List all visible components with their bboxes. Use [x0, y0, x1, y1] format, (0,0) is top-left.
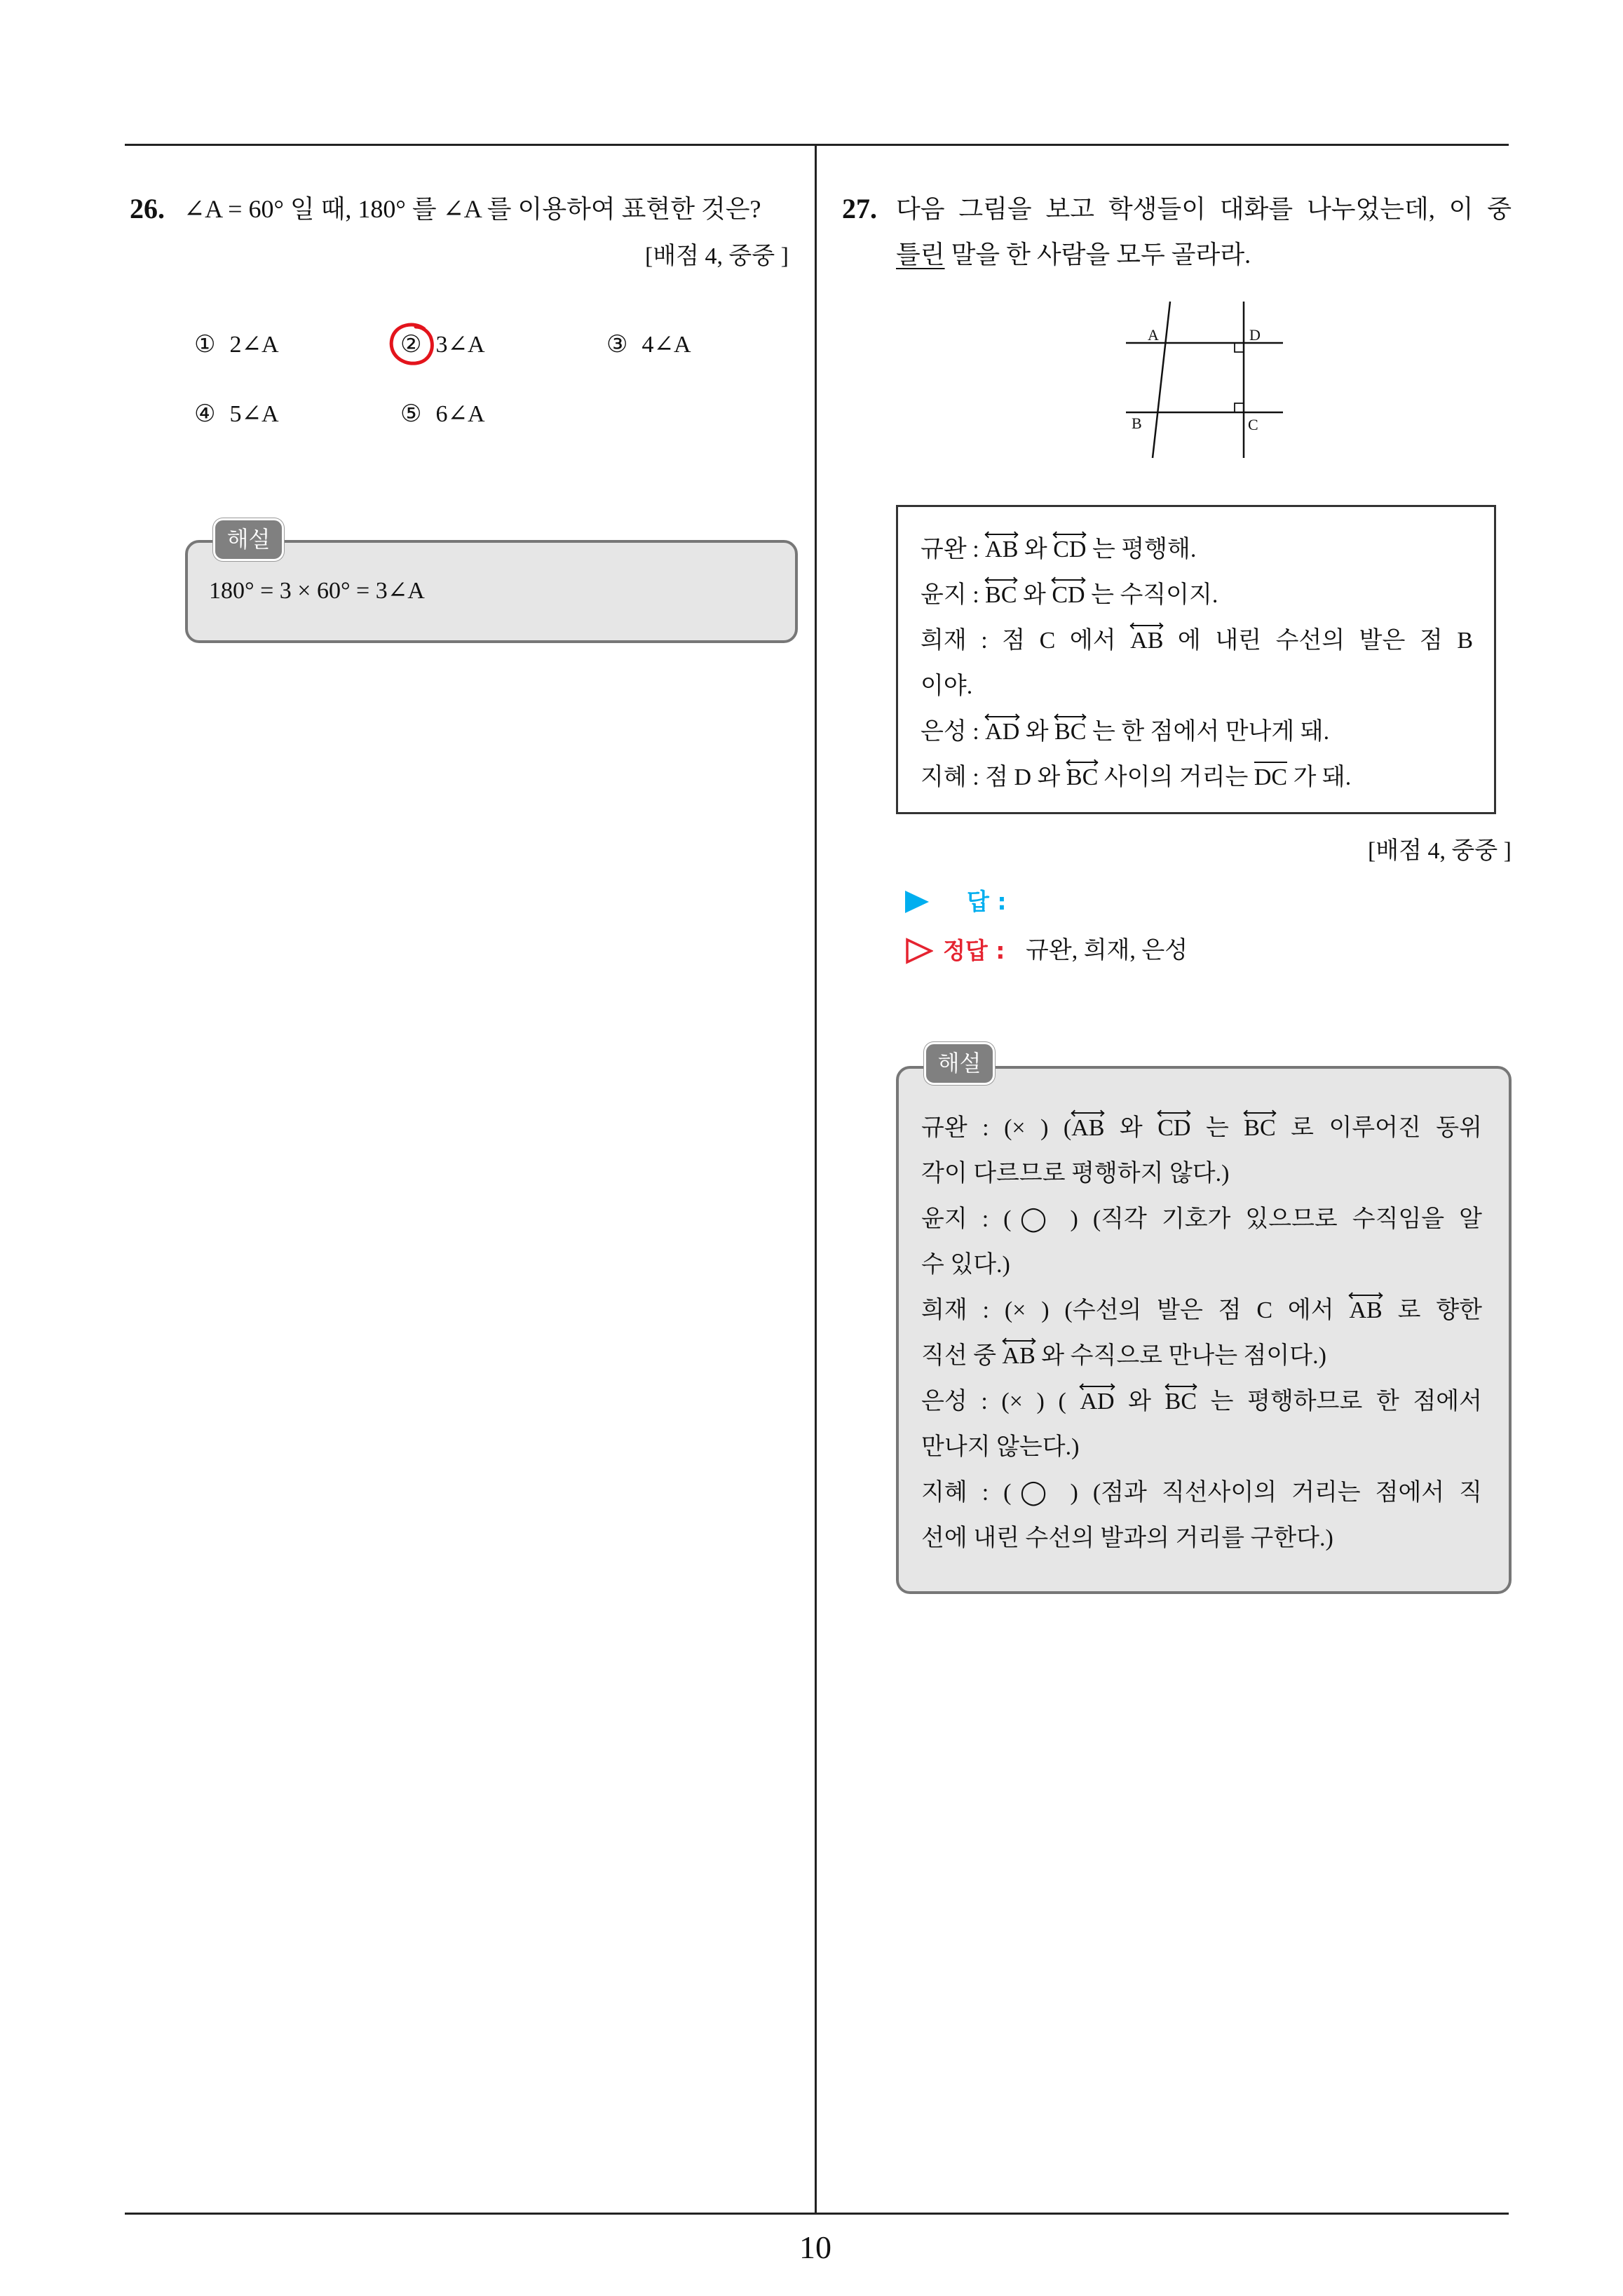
point-label-a: A	[1148, 326, 1159, 344]
explanation-line	[921, 1470, 1482, 1515]
choice-5	[400, 397, 485, 431]
explanation-text: 윤지 : (◯ ) (직각 기호가 있으므로 수직임을 알	[921, 1206, 1482, 1232]
dialog-text: 는 평행해.	[1086, 536, 1197, 562]
page-number: 10	[799, 2229, 831, 2265]
choice-number: ④	[194, 400, 216, 428]
explanation-text: 희재 : (× ) (수선의 발은 점 C 에서	[921, 1297, 1350, 1323]
dialog-text: 는 한 점에서 만나게 돼.	[1086, 719, 1330, 745]
choice-text: 4∠A	[641, 332, 691, 358]
line-symbol: AB	[1130, 623, 1163, 653]
line-symbol: AB	[1003, 1338, 1035, 1368]
correct-answer-value: 규완, 희재, 은성	[1026, 938, 1188, 964]
dialog-text: 가 돼.	[1287, 764, 1352, 790]
bottom-rule	[125, 2213, 1509, 2215]
choice-number: ⑤	[400, 400, 422, 428]
dialog-text: 윤지 :	[921, 582, 986, 608]
dialog-line-yunji	[921, 572, 1473, 618]
line-ab	[1153, 302, 1170, 458]
question-27-number: 27.	[842, 193, 877, 224]
choice-text: 5∠A	[229, 401, 279, 427]
question-27-score: [배점 4, 중중 ]	[1367, 838, 1512, 864]
choice-text: 2∠A	[229, 332, 279, 358]
question-26-score: [배점 4, 중중 ]	[644, 243, 789, 269]
explanation-text: 와 수직으로 만나는 점이다.)	[1035, 1343, 1326, 1369]
line-symbol: AB	[1349, 1292, 1382, 1323]
line-symbol: AD	[985, 714, 1019, 744]
explanation-text: 은성 : (× ) (	[921, 1389, 1080, 1414]
dialog-text: 이야.	[921, 673, 973, 699]
explanation-text: 규완 : (× ) (	[921, 1115, 1072, 1141]
dialog-line-eunseong	[921, 709, 1473, 755]
line-symbol: CD	[1052, 577, 1085, 607]
explanation-line	[921, 1105, 1482, 1151]
line-symbol: AB	[1071, 1110, 1104, 1140]
point-label-d: D	[1249, 326, 1261, 344]
filled-triangle-icon	[905, 891, 929, 913]
hand-drawn-circle-mark	[383, 315, 442, 374]
underlined-word: 틀린	[896, 241, 945, 269]
choice-number: ③	[606, 330, 628, 358]
question-26-number: 26.	[130, 193, 165, 224]
explanation-tab: 해설	[213, 518, 284, 561]
answer-label: 답 :	[967, 888, 1007, 915]
explanation-text: 와	[1104, 1115, 1158, 1141]
explanation-line	[921, 1333, 1482, 1379]
column-divider	[815, 144, 817, 2215]
segment-symbol: DC	[1254, 759, 1287, 790]
line-symbol: BC	[1165, 1384, 1197, 1414]
dialog-text: 은성 :	[921, 719, 986, 745]
question-text: 말을 한 사람을 모두 골라라.	[944, 241, 1251, 269]
choice-text: 3∠A	[435, 332, 485, 358]
line-symbol: AD	[1080, 1384, 1114, 1414]
explanation-text: 는	[1190, 1115, 1244, 1141]
explanation-text: 로 향한	[1382, 1297, 1482, 1323]
dialog-text: 는 수직이지.	[1085, 582, 1218, 608]
explanation-text: 와	[1114, 1389, 1165, 1414]
dialog-text: 희재 : 점 C 에서	[921, 628, 1131, 654]
explanation-text: 선에 내린 수선의 발과의 거리를 구한다.)	[921, 1525, 1333, 1551]
explanation-text: 지혜 : (◯ ) (점과 직선사이의 거리는 점에서 직	[921, 1480, 1482, 1506]
dialog-line-jihye	[921, 755, 1473, 800]
explanation-text: 로 이루어진 동위	[1275, 1115, 1482, 1141]
outline-triangle-icon	[905, 938, 933, 964]
correct-answer-label: 정답 :	[943, 937, 1005, 964]
question-26-text: ∠A = 60° 일 때, 180° 를 ∠A 를 이용하여 표현한 것은?	[184, 195, 761, 223]
explanation-line	[921, 1288, 1482, 1333]
line-symbol: BC	[1054, 714, 1086, 744]
dialog-line-huijae	[921, 618, 1473, 663]
explanation-text: 는 평행하므로 한 점에서	[1197, 1389, 1482, 1414]
explanation-line	[921, 1151, 1482, 1196]
choice-text: 6∠A	[435, 401, 485, 427]
line-symbol: CD	[1157, 1110, 1190, 1140]
explanation-tab: 해설	[924, 1042, 995, 1085]
explanation-line	[921, 1379, 1482, 1424]
dialog-text: 에 내린 수선의 발은 점 B	[1163, 628, 1473, 654]
explanation-text: 수 있다.)	[921, 1252, 1010, 1278]
dialog-text: 와	[1017, 582, 1052, 608]
line-symbol: BC	[1244, 1110, 1275, 1140]
explanation-text: 180° = 3 × 60° = 3∠A	[209, 578, 425, 604]
line-symbol: CD	[1053, 532, 1086, 562]
dialog-text: 와	[1018, 536, 1054, 562]
explanation-line	[921, 1515, 1482, 1561]
student-dialog-box	[896, 505, 1496, 814]
explanation-text: 직선 중	[921, 1343, 1003, 1369]
point-label-c: C	[1248, 416, 1258, 433]
dialog-line-gyuwan	[921, 527, 1473, 572]
explanation-text: 만나지 않는다.)	[921, 1434, 1080, 1460]
dialog-text: 지혜 : 점 D 와	[921, 764, 1066, 790]
question-27-text-line-2	[896, 238, 1251, 271]
line-symbol: BC	[1066, 759, 1098, 790]
explanation-text: 각이 다르므로 평행하지 않다.)	[921, 1161, 1230, 1187]
line-symbol: AB	[985, 532, 1018, 562]
dialog-text: 와	[1019, 719, 1055, 745]
dialog-text: 사이의 거리는	[1098, 764, 1254, 790]
explanation-line	[921, 1242, 1482, 1288]
choice-number: ②	[400, 330, 422, 358]
point-label-b: B	[1132, 414, 1142, 432]
explanation-line	[921, 1196, 1482, 1242]
right-angle-mark-c	[1235, 403, 1244, 412]
choice-number: ①	[194, 330, 216, 358]
dialog-text: 규완 :	[921, 536, 986, 562]
question-27-text-line-1: 다음 그림을 보고 학생들이 대화를 나누었는데, 이 중	[896, 195, 1512, 223]
dialog-line-huijae-cont	[921, 663, 1473, 709]
choice-1	[194, 327, 279, 362]
choice-4	[194, 397, 279, 431]
choice-3	[606, 327, 691, 362]
explanation-box-27	[896, 1066, 1512, 1594]
line-symbol: BC	[985, 577, 1017, 607]
explanation-line	[921, 1424, 1482, 1470]
top-rule	[125, 144, 1509, 146]
parallel-lines-figure	[1115, 295, 1297, 470]
right-angle-mark-d	[1235, 343, 1244, 352]
